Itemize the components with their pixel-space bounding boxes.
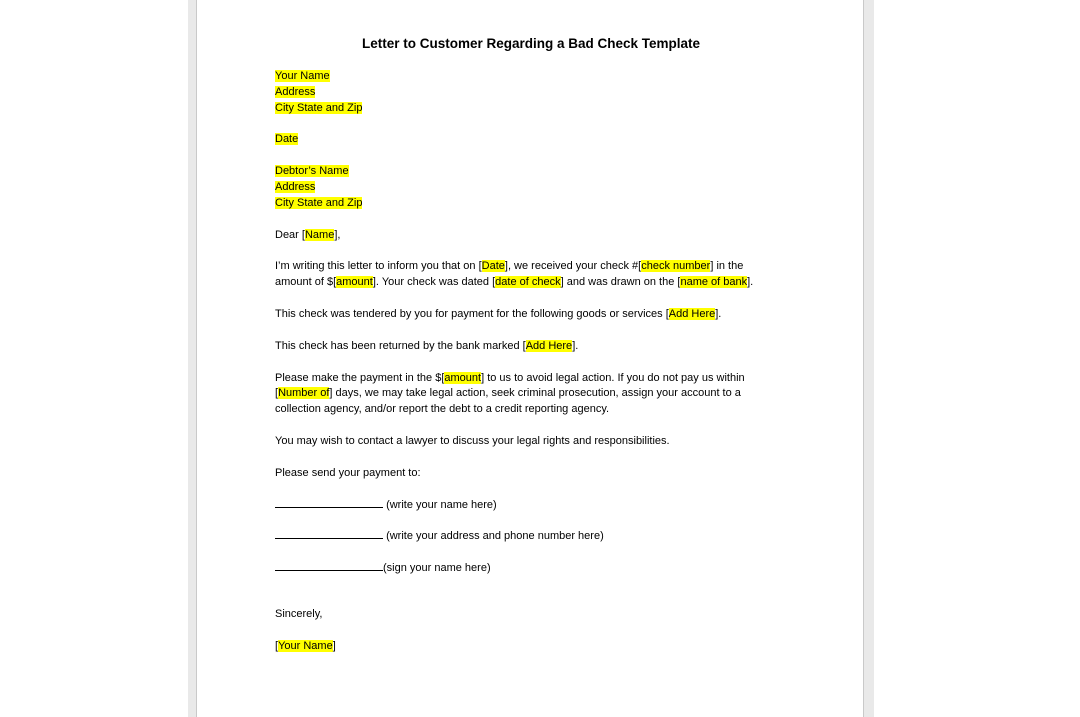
date-line [275, 132, 795, 148]
p2-text-2: ]. [715, 307, 722, 320]
letter-body [275, 69, 795, 671]
p4-text-2: ] to us to avoid legal action. If you do not pay us within [481, 371, 745, 384]
address-field-hint: (write your address and phone number here) [386, 530, 604, 543]
sender-city: City State and Zip [275, 101, 363, 114]
p1-placeholder-check-number: check number [641, 260, 711, 273]
p2-placeholder-goods: Add Here [668, 307, 716, 320]
sender-name: Your Name [275, 70, 330, 82]
p1-text-5: ]. Your check was dated [ [372, 276, 496, 289]
salutation-suffix: ], [334, 228, 341, 241]
p1-placeholder-date: Date [481, 260, 505, 273]
p3-placeholder-marked: Add Here [525, 339, 573, 352]
name-field-hint: (write your name here) [386, 498, 497, 511]
paragraph-lawyer: You may wish to contact a lawyer to discuss your legal rights and responsibilities. [275, 434, 670, 447]
paragraph-returned [275, 339, 795, 355]
name-field-line [275, 498, 795, 514]
p2-text-1: This check was tendered by you for payment for the following goods or services [ [275, 307, 669, 320]
signature-open-bracket: [ [275, 639, 279, 652]
debtor-block [275, 164, 795, 211]
address-field-line [275, 529, 795, 545]
paragraph-send-payment: Please send your payment to: [275, 466, 421, 479]
p3-text-1: This check has been returned by the bank marked [ [275, 339, 526, 352]
document-title: Letter to Customer Regarding a Bad Check Template [361, 36, 701, 51]
name-blank-line[interactable] [275, 498, 383, 508]
p1-text-7: ]. [747, 276, 754, 289]
debtor-address: Address [275, 180, 316, 193]
sender-block [275, 69, 795, 116]
p1-text-6: ] and was drawn on the [ [560, 276, 681, 289]
signature-field-line [275, 561, 795, 577]
p1-text-2: ], we received your check #[ [504, 260, 642, 273]
signature-name-line [275, 639, 795, 655]
p1-placeholder-date-of-check: date of check [495, 276, 561, 289]
paragraph-notice [275, 259, 795, 291]
salutation-prefix: Dear [ [275, 228, 305, 241]
debtor-city: City State and Zip [275, 196, 363, 209]
p1-placeholder-amount: amount [336, 276, 373, 289]
p4-text-3: [ [275, 387, 279, 400]
p1-placeholder-bank: name of bank [680, 276, 748, 289]
p3-text-2: ]. [572, 339, 579, 352]
p4-text-4: ] days, we may take legal action, seek criminal prosecution, assign your account to a [329, 387, 741, 400]
p1-text-3: ] in the [710, 260, 744, 273]
address-blank-line[interactable] [275, 529, 383, 539]
closing: Sincerely, [275, 607, 323, 620]
document-page[interactable] [196, 0, 864, 717]
paragraph-tendered [275, 307, 795, 323]
signature-close-bracket: ] [332, 639, 336, 652]
p4-placeholder-amount: amount [444, 371, 482, 384]
sender-address: Address [275, 85, 316, 98]
signature-field-hint: (sign your name here) [383, 562, 491, 575]
paragraph-payment-demand [275, 371, 795, 418]
p4-text-1: Please make the payment in the $[ [275, 371, 445, 384]
signature-name: Your Name [278, 639, 333, 652]
p4-text-5: collection agency, and/or report the debt to a credit reporting agency. [275, 403, 610, 416]
letter-date: Date [275, 133, 299, 146]
signature-blank-line[interactable] [275, 561, 383, 571]
p4-placeholder-days: Number of [278, 387, 330, 400]
p1-text-1: I’m writing this letter to inform you that on [ [275, 260, 482, 273]
debtor-name: Debtor’s Name [275, 165, 349, 178]
salutation [275, 228, 795, 244]
salutation-name: Name [304, 228, 335, 241]
p1-text-4: amount of $[ [275, 276, 337, 289]
